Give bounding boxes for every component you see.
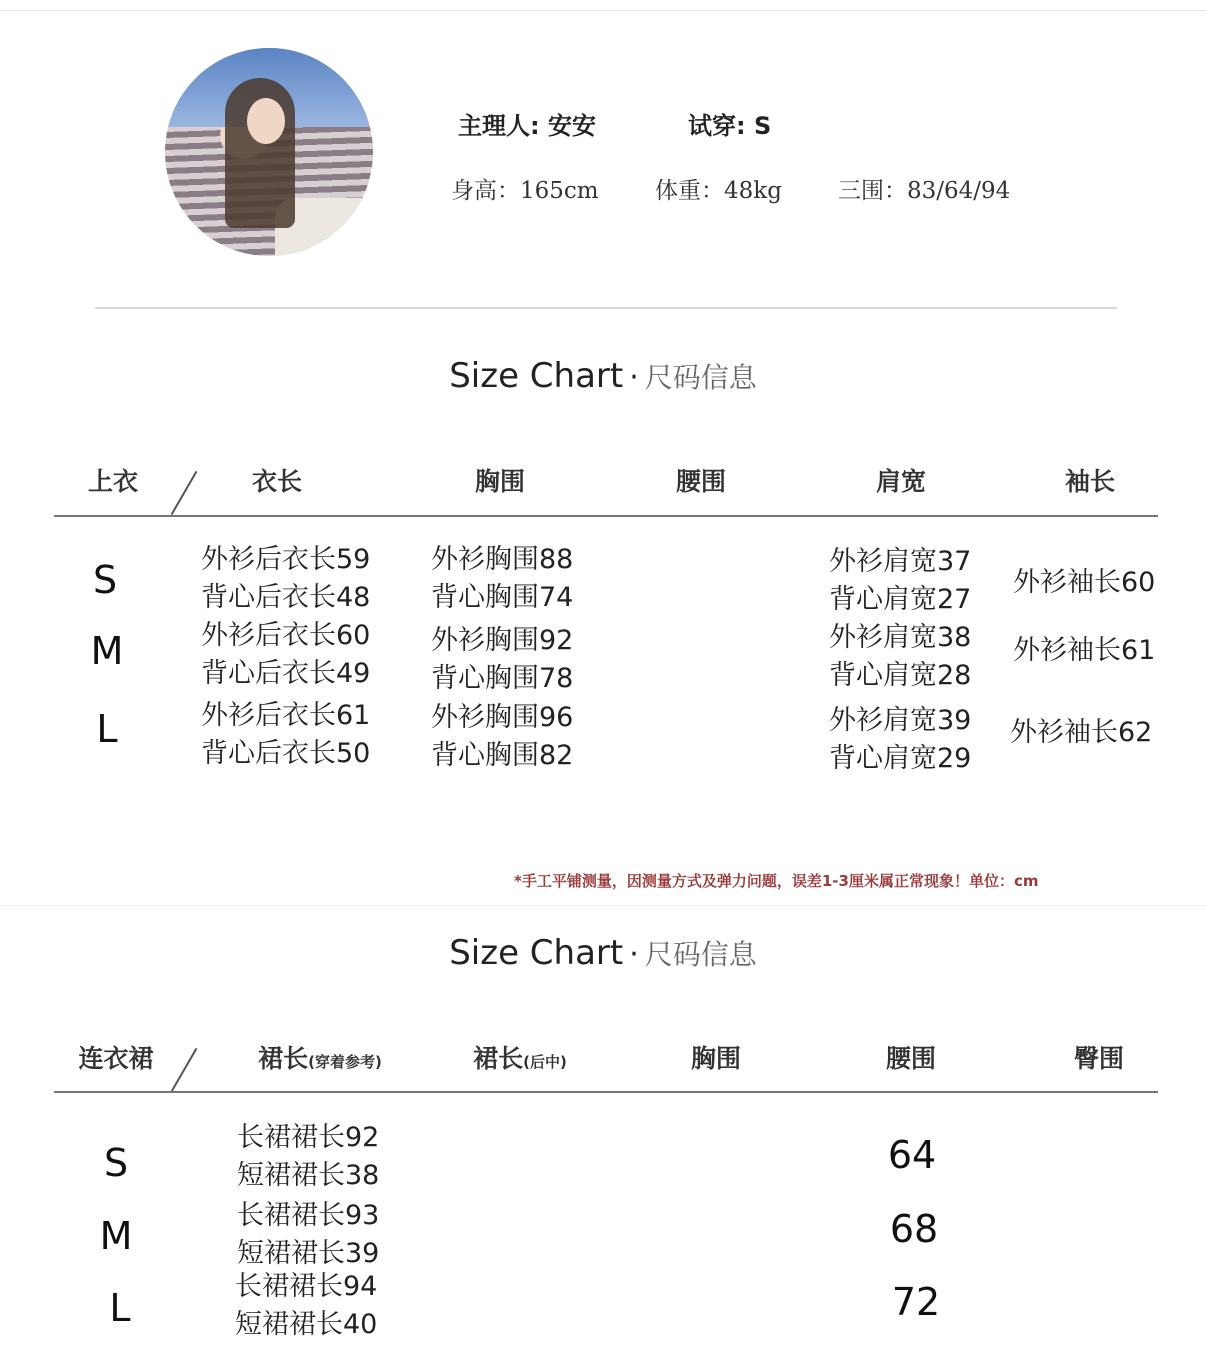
dress-length-line: 短裙裙长40 [235,1309,378,1340]
dress-length-line: 长裙裙长94 [235,1271,378,1302]
shoulder-cell [829,619,971,695]
shoulder-line: 背心肩宽27 [829,584,972,615]
section-divider [95,307,1117,309]
corner-slash [171,471,198,515]
dress-length-line: 长裙裙长93 [237,1200,380,1231]
chest-line: 外衫胸围92 [431,625,574,656]
dress-header-hip: 臀围 [1073,1044,1125,1073]
size-label-m: M [90,629,124,673]
dress-corner-label: 连衣裙 [78,1044,154,1073]
sleeve-cell: 外衫袖长61 [1013,635,1156,666]
section-separator [0,905,1206,906]
top-corner-label: 上衣 [87,467,139,496]
size-label-s: S [92,558,118,602]
dress-chart-title: Size Chart · 尺码信息 [449,933,757,973]
tryon-size: 试穿: S [688,112,772,140]
model-measurements: 三围：83/64/94 [838,178,1011,204]
chest-line: 背心胸围78 [431,663,574,694]
shoulder-cell [829,543,971,619]
chest-line: 背心胸围74 [431,582,574,613]
chest-cell [431,541,573,617]
header-sleeve: 袖长 [1064,467,1116,496]
chest-line: 外衫胸围88 [431,544,574,575]
top-chart-title: Size Chart · 尺码信息 [449,356,757,396]
dress-header-rule [54,1091,1158,1093]
shoulder-line: 外衫肩宽38 [829,622,972,653]
header-length: 衣长 [251,467,303,496]
dress-length-cell [235,1268,377,1344]
dress-waist-value: 64 [887,1133,937,1177]
shoulder-cell [829,702,971,778]
dress-header-length-back: 裙长(后中) [473,1044,567,1073]
dress-length-cell [237,1197,379,1273]
model-avatar [165,48,373,256]
length-line: 背心后衣长49 [201,658,371,689]
model-height: 身高：165cm [451,178,599,204]
header-shoulder: 肩宽 [875,467,927,496]
length-line: 背心后衣长50 [201,738,371,769]
header-waist: 腰围 [675,467,727,496]
header-chest: 胸围 [474,467,526,496]
sleeve-cell: 外衫袖长60 [1013,567,1156,598]
chest-line: 外衫胸围96 [431,702,574,733]
dress-size-s: S [103,1141,129,1185]
top-border [0,10,1206,11]
shoulder-line: 背心肩宽28 [829,660,972,691]
dress-header-length-ref: 裙长(穿着参考) [258,1044,382,1073]
chest-cell [431,699,573,775]
chest-line: 背心胸围82 [431,740,574,771]
length-cell [201,617,370,693]
size-label-l: L [96,707,118,751]
length-line: 外衫后衣长59 [201,544,371,575]
dress-waist-value: 68 [889,1207,939,1251]
shoulder-line: 外衫肩宽37 [829,546,972,577]
chest-cell [431,622,573,698]
measurement-note: *手工平铺测量，因测量方式及弹力问题，误差1-3厘米属正常现象！单位：cm [514,872,1039,890]
dress-length-cell [237,1119,379,1195]
shoulder-line: 背心肩宽29 [829,743,972,774]
length-line: 外衫后衣长60 [201,620,371,651]
dress-size-l: L [109,1286,131,1330]
length-line: 背心后衣长48 [201,582,371,613]
model-weight: 体重：48kg [655,178,782,204]
host-name: 主理人: 安安 [458,112,596,140]
dress-length-line: 长裙裙长92 [237,1122,380,1153]
sleeve-cell: 外衫袖长62 [1010,717,1153,748]
shoulder-line: 外衫肩宽39 [829,705,972,736]
header-rule [54,515,1158,517]
dress-length-line: 短裙裙长38 [237,1160,380,1191]
length-cell [201,541,370,617]
dress-header-waist: 腰围 [885,1044,937,1073]
dress-waist-value: 72 [891,1280,941,1324]
length-cell [201,697,370,773]
dress-size-m: M [99,1214,133,1258]
length-line: 外衫后衣长61 [201,700,371,731]
dress-header-chest: 胸围 [690,1044,742,1073]
corner-slash [171,1048,198,1092]
dress-length-line: 短裙裙长39 [237,1238,380,1269]
